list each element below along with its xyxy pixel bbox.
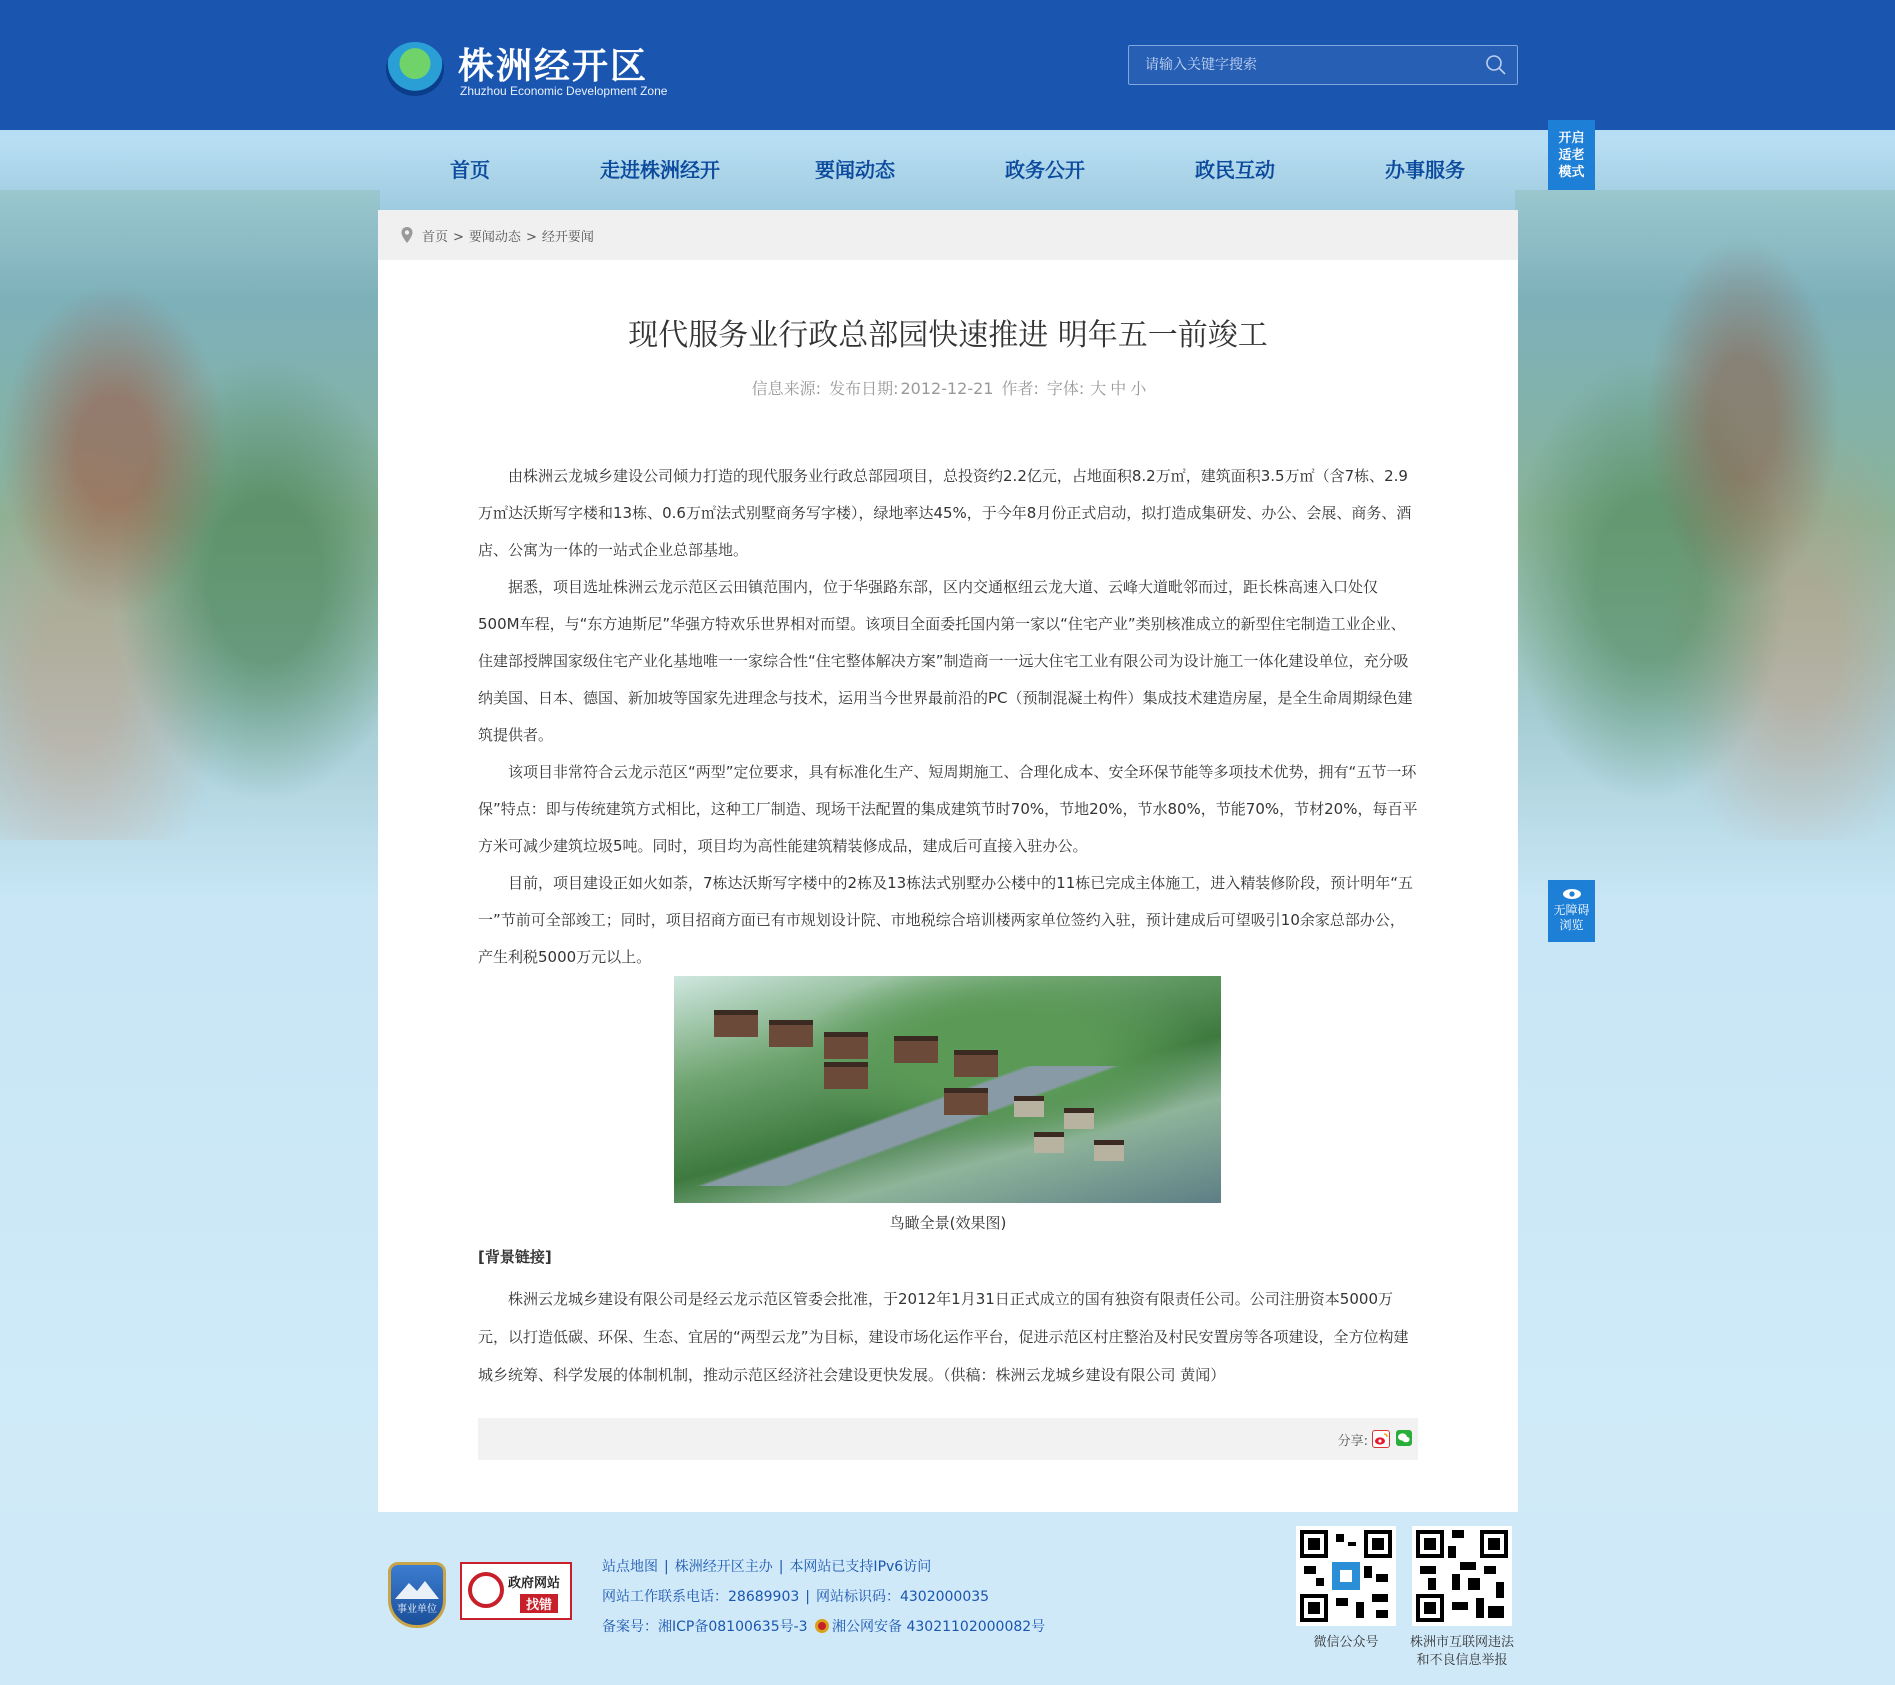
breadcrumb-home[interactable]: 首页	[422, 230, 449, 245]
elder-mode-line: 开启	[1558, 131, 1585, 146]
image-building	[824, 1032, 868, 1059]
nav-gov-open[interactable]: 政务公开	[1005, 158, 1085, 182]
gov-site-error-badge[interactable]	[460, 1562, 572, 1620]
footer-police-link[interactable]: 湘公网安备 43021102000082号	[832, 1619, 1046, 1635]
breadcrumb	[378, 210, 1518, 260]
share-label: 分享:	[1337, 1434, 1368, 1449]
font-size-small[interactable]: 小	[1130, 379, 1147, 398]
mountain-icon	[391, 1573, 443, 1603]
image-road	[674, 1066, 1221, 1186]
image-building	[954, 1050, 998, 1077]
breadcrumb-current[interactable]: 经开要闻	[541, 230, 594, 245]
article-paragraph: 目前，项目建设正如火如荼，7栋达沃斯写字楼中的2栋及13栋法式别墅办公楼中的11栋已完成主体施工，进入精装修阶段，预计明年“五一”节前可全部竣工；同时，项目招商方面已有市规划设计院、市地税综合培训楼两家单位签约入驻，预计建成后可望吸引10余家总部办公，产生利税5000万元以上。	[478, 874, 1414, 966]
location-pin-icon	[400, 226, 414, 244]
article-panel	[378, 210, 1518, 1512]
qr-code-icon	[1412, 1526, 1512, 1626]
footer-divider: |	[805, 1589, 810, 1605]
nav-services[interactable]: 办事服务	[1385, 158, 1465, 182]
image-villa	[1094, 1140, 1124, 1161]
footer-icp-link[interactable]: 湘ICP备08100635号-3	[658, 1619, 808, 1635]
footer-ipv6-text: 本网站已支持IPv6访问	[789, 1559, 932, 1575]
article-meta	[378, 376, 1518, 399]
breadcrumb-separator: >	[453, 230, 464, 245]
nav-home[interactable]: 首页	[450, 158, 490, 182]
font-size-medium[interactable]: 中	[1110, 379, 1127, 398]
report-qr-caption-line: 和不良信息举报	[1416, 1653, 1508, 1668]
nav-news[interactable]: 要闻动态	[815, 158, 895, 182]
nav-about[interactable]: 走进株洲经开	[600, 158, 720, 182]
aerial-rendering-image	[674, 976, 1221, 1203]
meta-source-label: 信息来源:	[751, 379, 822, 398]
image-building	[944, 1088, 988, 1115]
footer	[0, 1512, 1895, 1685]
image-caption: 鸟瞰全景(效果图)	[889, 1214, 1007, 1232]
police-emblem-icon	[814, 1618, 830, 1634]
background-link-title: [背景链接]	[478, 1248, 552, 1266]
search-box	[1128, 45, 1518, 85]
nav-interaction[interactable]: 政民互动	[1195, 158, 1275, 182]
site-name-en: Zhuzhou Economic Development Zone	[460, 84, 668, 98]
elder-mode-line: 模式	[1558, 165, 1585, 180]
site-logo[interactable]	[386, 38, 706, 102]
breadcrumb-separator: >	[525, 230, 537, 245]
background-link-text	[478, 1280, 1418, 1394]
footer-record-label: 备案号：	[602, 1619, 658, 1635]
footer-site-id-text: 网站标识码：4302000035	[815, 1589, 990, 1605]
elder-mode-button[interactable]	[1548, 120, 1595, 190]
main-nav	[400, 130, 1516, 210]
footer-divider: |	[778, 1559, 784, 1575]
report-qr-code	[1412, 1526, 1512, 1626]
article-paragraph: 该项目非常符合云龙示范区“两型”定位要求，具有标准化生产、短周期施工、合理化成本、安全环保节能等多项技术优势，拥有“五节一环保”特点：即与传统建筑方式相比，这种工厂制造、现场干法配置的集成建筑节时70%，节地20%，节水80%，节能70%，节材20%，每百平方米可减少建筑垃圾5吨。同时，项目均为高性能建筑精装修成品，建成后可直接入驻办公。	[478, 763, 1418, 855]
image-villa	[1034, 1132, 1064, 1153]
qr-code-icon	[1296, 1526, 1396, 1626]
breadcrumb-news[interactable]: 要闻动态	[468, 230, 521, 245]
badge-unit-text: 事业单位	[397, 1604, 437, 1615]
eye-icon	[1562, 888, 1582, 900]
search-input[interactable]	[1143, 54, 1467, 76]
magnifier-icon	[468, 1572, 504, 1608]
footer-host-text: 株洲经开区主办	[674, 1559, 773, 1575]
weibo-share-icon[interactable]	[1372, 1430, 1390, 1448]
accessibility-line: 无障碍	[1553, 903, 1590, 917]
logo-emblem-icon	[386, 42, 444, 96]
meta-font-label: 字体:	[1046, 379, 1085, 398]
article-title: 现代服务业行政总部园快速推进 明年五一前竣工	[628, 318, 1268, 353]
footer-divider: |	[664, 1559, 669, 1575]
badge-gov-line1: 政府网站	[508, 1576, 561, 1591]
public-institution-badge[interactable]	[388, 1562, 446, 1628]
image-building	[824, 1062, 868, 1089]
search-icon[interactable]	[1485, 54, 1507, 76]
footer-links	[602, 1552, 1045, 1642]
font-size-large[interactable]: 大	[1090, 379, 1107, 398]
top-bar	[0, 0, 1895, 130]
image-villa	[1064, 1108, 1094, 1129]
footer-phone-text: 网站工作联系电话：28689903	[602, 1589, 800, 1605]
wechat-qr-code	[1296, 1526, 1396, 1626]
image-building	[714, 1010, 758, 1037]
footer-sitemap-link[interactable]: 站点地图	[602, 1559, 658, 1575]
share-bar	[478, 1418, 1418, 1460]
meta-date: 2012-12-21	[900, 379, 994, 398]
image-building	[769, 1020, 813, 1047]
wechat-qr-caption: 微信公众号	[1313, 1635, 1379, 1650]
background-paragraph: 株洲云龙城乡建设有限公司是经云龙示范区管委会批准，于2012年1月31日正式成立的国有独资有限责任公司。公司注册资本5000万元，以打造低碳、环保、生态、宜居的“两型云龙”为目标，建设市场化运作平台，促进示范区村庄整治及村民安置房等各项建设，全方位构建城乡统筹、科学发展的体制机制，推动示范区经济社会建设更快发展。（供稿：株洲云龙城乡建设有限公司 黄闻）	[478, 1290, 1409, 1384]
report-qr-caption	[1400, 1634, 1524, 1670]
wechat-share-icon[interactable]	[1396, 1430, 1412, 1446]
article-paragraph: 由株洲云龙城乡建设公司倾力打造的现代服务业行政总部园项目，总投资约2.2亿元，占地面积8.2万㎡，建筑面积3.5万㎡（含7栋、2.9万㎡达沃斯写字楼和13栋、0.6万㎡法式别墅商务写字楼），绿地率达45%，于今年8月份正式启动，拟打造成集研发、办公、会展、商务、酒店、公寓为一体的一站式企业总部基地。	[478, 467, 1412, 559]
report-qr-caption-line: 株洲市互联网违法	[1409, 1635, 1514, 1650]
scenery-left	[0, 190, 380, 840]
accessibility-button[interactable]	[1548, 880, 1595, 942]
badge-gov-line2: 找错	[520, 1594, 558, 1613]
elder-mode-line: 适老	[1558, 148, 1585, 163]
accessibility-line: 浏览	[1559, 918, 1584, 932]
meta-author-label: 作者:	[1001, 379, 1039, 398]
article-paragraph: 据悉，项目选址株洲云龙示范区云田镇范围内，位于华强路东部，区内交通枢纽云龙大道、云峰大道毗邻而过，距长株高速入口处仅500M车程，与“东方迪斯尼”华强方特欢乐世界相对而望。该项目全面委托国内第一家以“住宅产业”类别核准成立的新型住宅制造工业企业、住建部授牌国家级住宅产业化基地唯一一家综合性“住宅整体解决方案”制造商一一远大住宅工业有限公司为设计施工一体化建设单位，充分吸纳美国、日本、德国、新加坡等国家先进理念与技术，运用当今世界最前沿的PC（预制混凝土构件）集成技术建造房屋，是全生命周期绿色建筑提供者。	[478, 578, 1413, 744]
scenery-right	[1515, 190, 1895, 840]
image-villa	[1014, 1096, 1044, 1117]
meta-date-label: 发布日期:	[829, 379, 899, 398]
article-body	[478, 458, 1418, 976]
site-name-cn: 株洲经开区	[458, 46, 649, 87]
image-building	[894, 1036, 938, 1063]
